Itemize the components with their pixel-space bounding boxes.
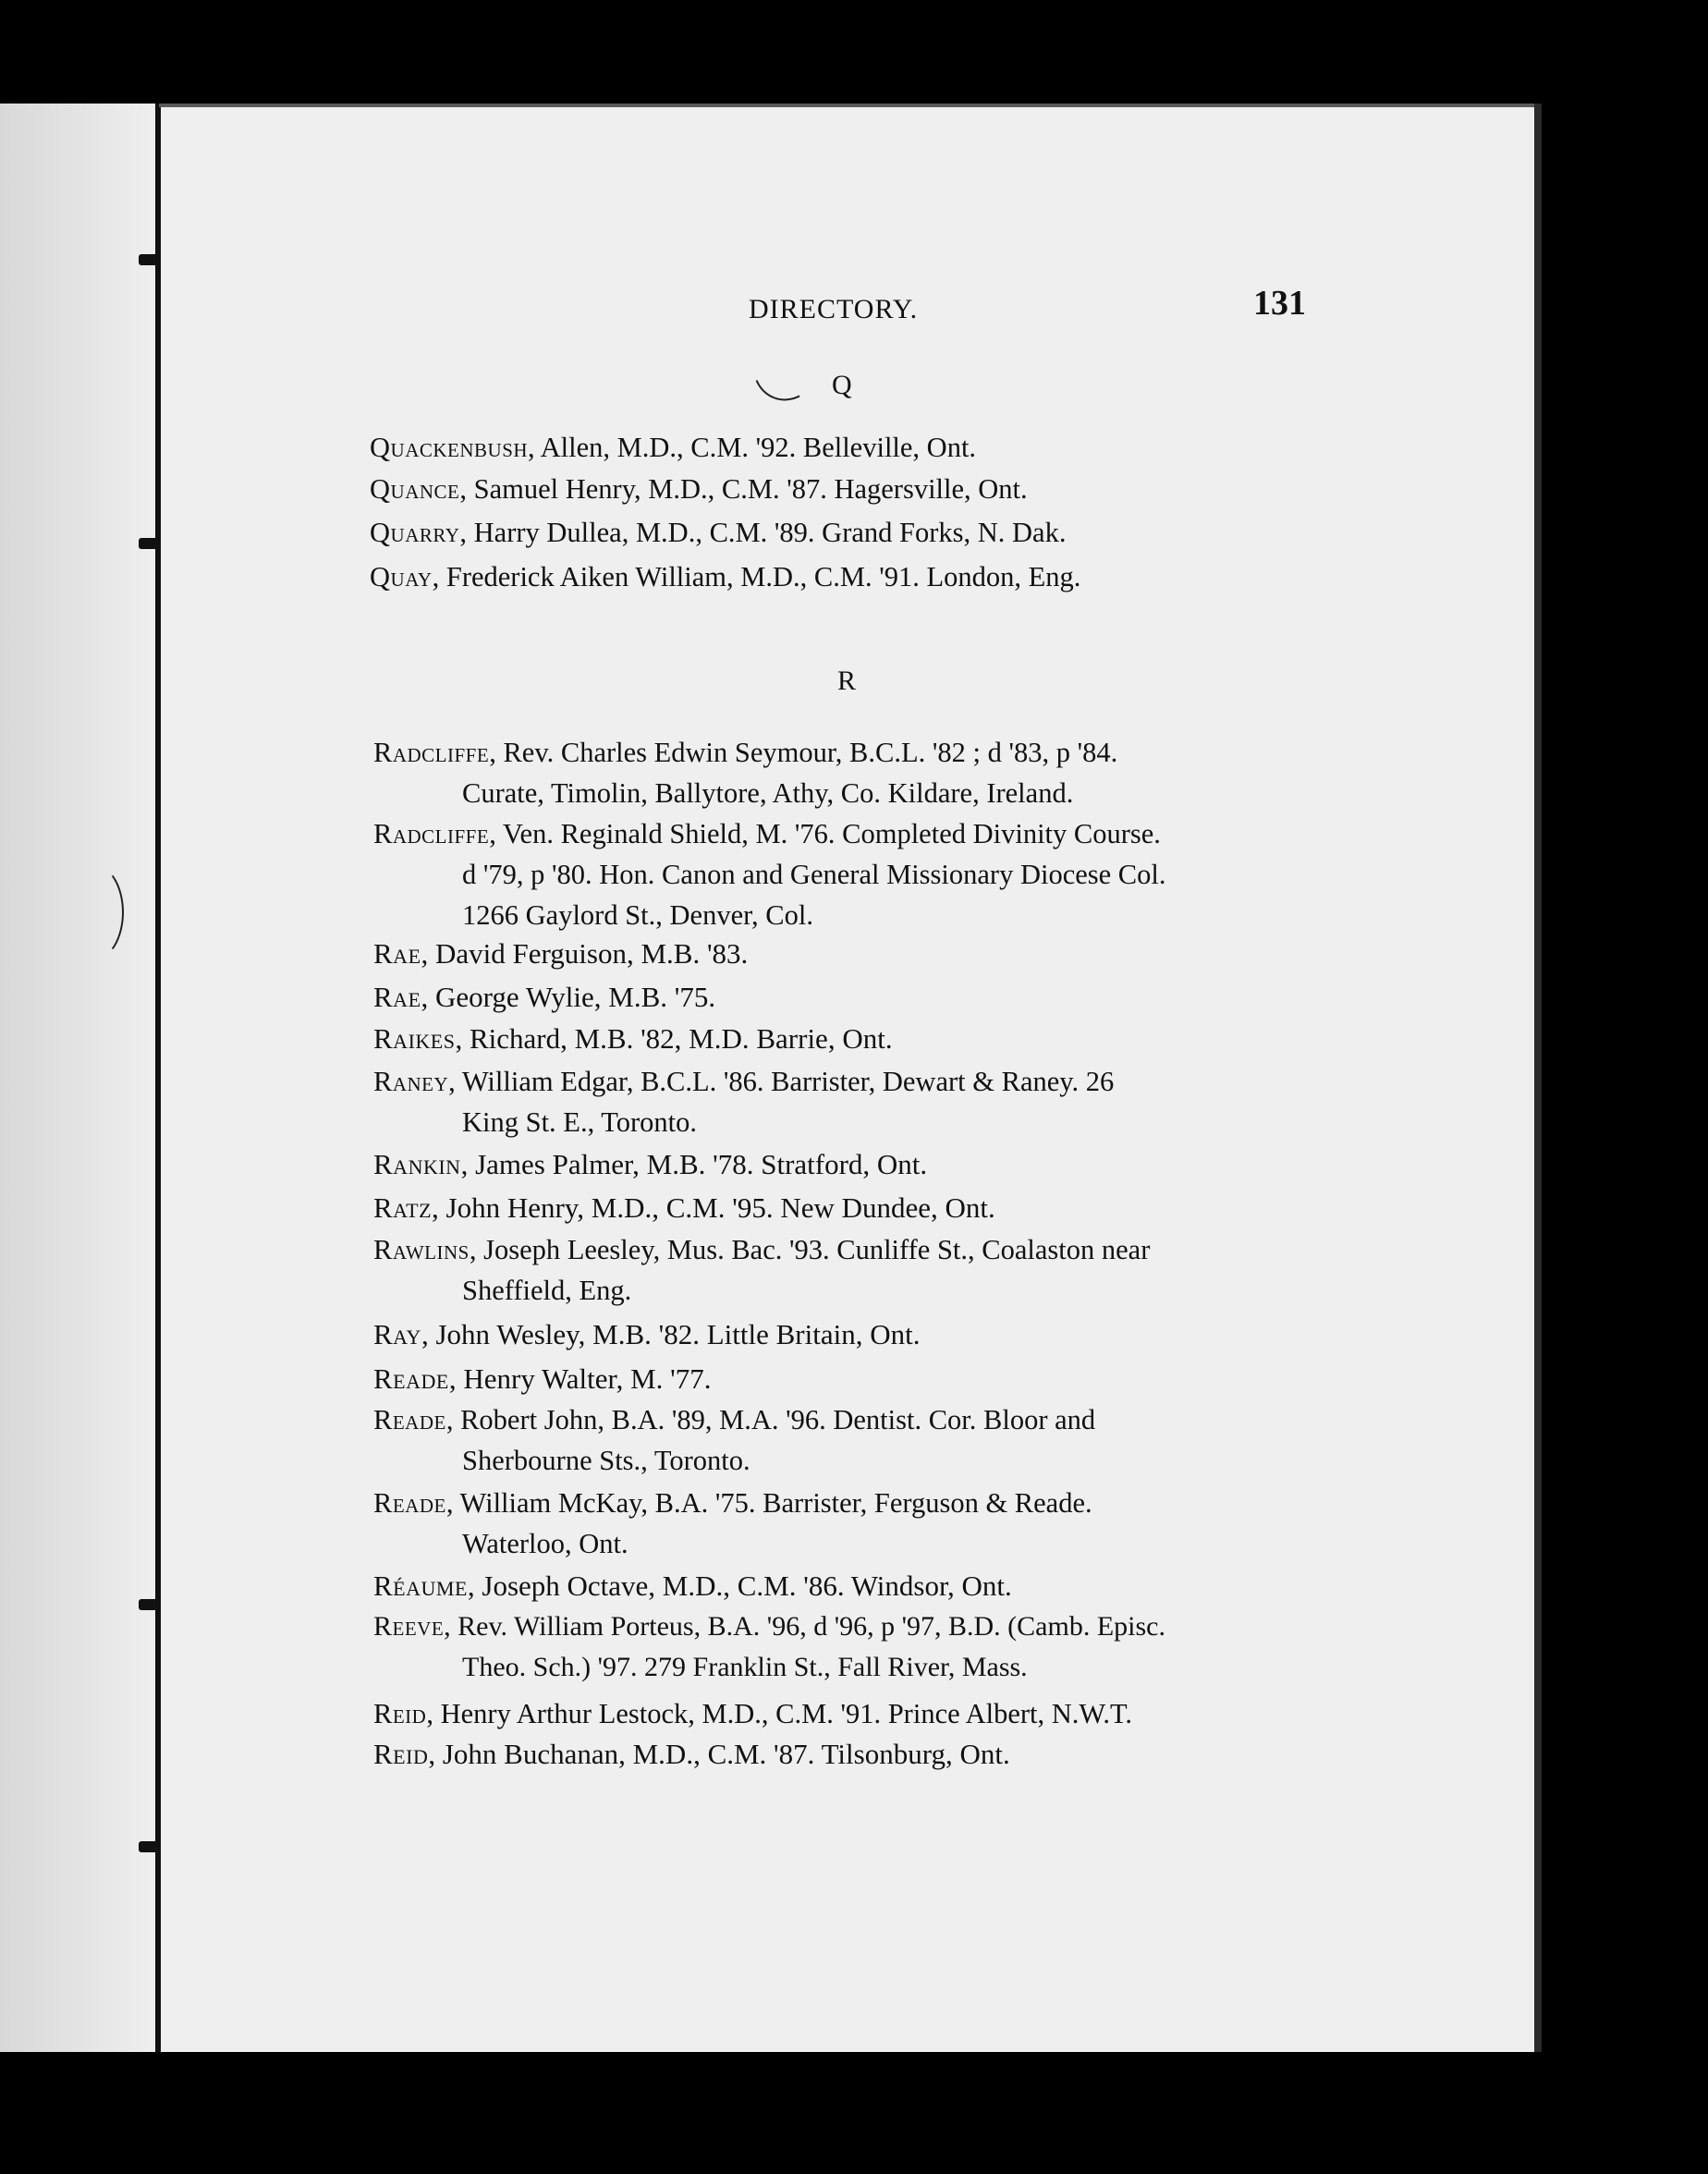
directory-entry [373,1483,1092,1564]
entry-surname: Radcliffe [373,737,490,768]
binding-edge [155,104,161,2052]
directory-entry [370,469,1028,509]
entry-surname: Rae [373,981,421,1013]
binding-stitch [139,254,159,265]
entry-surname: Reade [373,1362,449,1395]
entry-continuation: Curate, Timolin, Ballytore, Athy, Co. Kildare, Ireland. [462,777,1074,809]
binding-gutter [0,104,159,2052]
page-number: 131 [1253,284,1306,323]
directory-entry [373,1359,712,1399]
entry-continuation: d '79, p '80. Hon. Canon and General Missionary Diocese Col. [462,859,1166,890]
entry-text: , William Edgar, B.C.L. '86. Barrister, Dewart & Raney. 26 [448,1066,1115,1097]
section-letter-r: R [837,666,857,696]
directory-entry [373,1188,995,1228]
entry-surname: Réaume [373,1569,468,1602]
entry-text: , William McKay, B.A. '75. Barrister, Ferguson & Reade. [445,1487,1092,1519]
directory-entry [373,1693,1132,1734]
directory-entry [373,934,748,974]
entry-text: , Samuel Henry, M.D., C.M. '87. Hagersville, Ont. [459,473,1028,505]
entry-text: , Joseph Leesley, Mus. Bac. '93. Cunliffe St., Coalaston near [469,1234,1151,1265]
directory-entry [373,1314,920,1355]
binding-stitch [139,1599,159,1610]
directory-entry [373,813,1166,935]
running-head: DIRECTORY. [749,294,919,324]
entry-continuation: Theo. Sch.) '97. 279 Franklin St., Fall River, Mass. [462,1652,1028,1682]
entry-text: , Allen, M.D., C.M. '92. Belleville, Ont. [528,432,977,463]
entry-continuation: 1266 Gaylord St., Denver, Col. [462,899,813,931]
entry-text: , George Wylie, M.B. '75. [421,981,716,1013]
entry-surname: Rawlins [373,1234,470,1265]
entry-surname: Radcliffe [373,818,490,849]
entry-surname: Quance [370,473,460,505]
entry-text: , John Wesley, M.B. '82. Little Britain, Ont. [421,1318,921,1350]
entry-surname: Raney [373,1066,449,1097]
directory-entry [373,1019,893,1059]
directory-entry [370,556,1080,597]
entry-surname: Raikes [373,1022,456,1055]
entry-text: , Richard, M.B. '82, M.D. Barrie, Ont. [455,1022,893,1055]
entry-surname: Quay [370,561,433,592]
entry-text: , Rev. William Porteus, B.A. '96, d '96, p '97, B.D. (Camb. Episc. [444,1611,1165,1642]
entry-surname: Ray [373,1318,421,1350]
entry-text: , Ven. Reginald Shield, M. '76. Completed Divinity Course. [489,818,1161,849]
entry-surname: Reade [373,1404,446,1435]
entry-text: , Henry Walter, M. '77. [448,1362,712,1395]
entry-surname: Reid [373,1698,427,1729]
directory-entry [370,427,976,468]
directory-entry [373,1399,1095,1481]
directory-entry [373,732,1117,813]
page-right-edge [1534,104,1542,2052]
entry-surname: Ratz [373,1191,433,1224]
entry-continuation: Sheffield, Eng. [462,1275,632,1306]
entry-text: , Joseph Octave, M.D., C.M. '86. Windsor, Ont. [467,1569,1012,1602]
directory-entry [373,977,715,1018]
entry-text: , John Buchanan, M.D., C.M. '87. Tilsonburg, Ont. [428,1738,1010,1770]
directory-entry [373,1144,927,1185]
entry-text: , James Palmer, M.B. '78. Stratford, Ont. [460,1148,928,1180]
directory-entry [373,1606,1165,1688]
directory-entry [373,1061,1114,1142]
directory-entry [373,1229,1150,1311]
section-letter-q: Q [832,370,852,400]
entry-text: , Frederick Aiken William, M.D., C.M. '91. London, Eng. [432,561,1081,592]
entry-text: , Robert John, B.A. '89, M.A. '96. Dentist. Cor. Bloor and [445,1404,1096,1435]
entry-text: , David Ferguison, M.B. '83. [421,937,749,970]
directory-entry [373,1734,1010,1775]
entry-text: , Henry Arthur Lestock, M.D., C.M. '91. Prince Albert, N.W.T. [426,1698,1133,1729]
entry-surname: Rae [373,937,421,970]
pencil-mark [65,864,124,960]
entry-continuation: Waterloo, Ont. [462,1528,628,1559]
entry-surname: Quarry [370,517,460,548]
binding-stitch [139,538,159,549]
entry-surname: Quackenbush [370,432,529,463]
directory-entry [373,1566,1012,1606]
entry-surname: Reade [373,1487,446,1519]
entry-continuation: Sherbourne Sts., Toronto. [462,1445,750,1476]
entry-text: , John Henry, M.D., C.M. '95. New Dundee, Ont. [432,1191,995,1224]
entry-text: , Rev. Charles Edwin Seymour, B.C.L. '82 ; d '83, p '84. [489,737,1118,768]
entry-surname: Reeve [373,1611,445,1642]
binding-stitch [139,1841,159,1852]
entry-continuation: King St. E., Toronto. [462,1106,698,1138]
entry-surname: Reid [373,1738,429,1770]
entry-surname: Rankin [373,1148,461,1180]
page-top-edge [159,104,1541,107]
directory-entry [370,512,1066,553]
entry-text: , Harry Dullea, M.D., C.M. '89. Grand Forks, N. Dak. [459,517,1067,548]
